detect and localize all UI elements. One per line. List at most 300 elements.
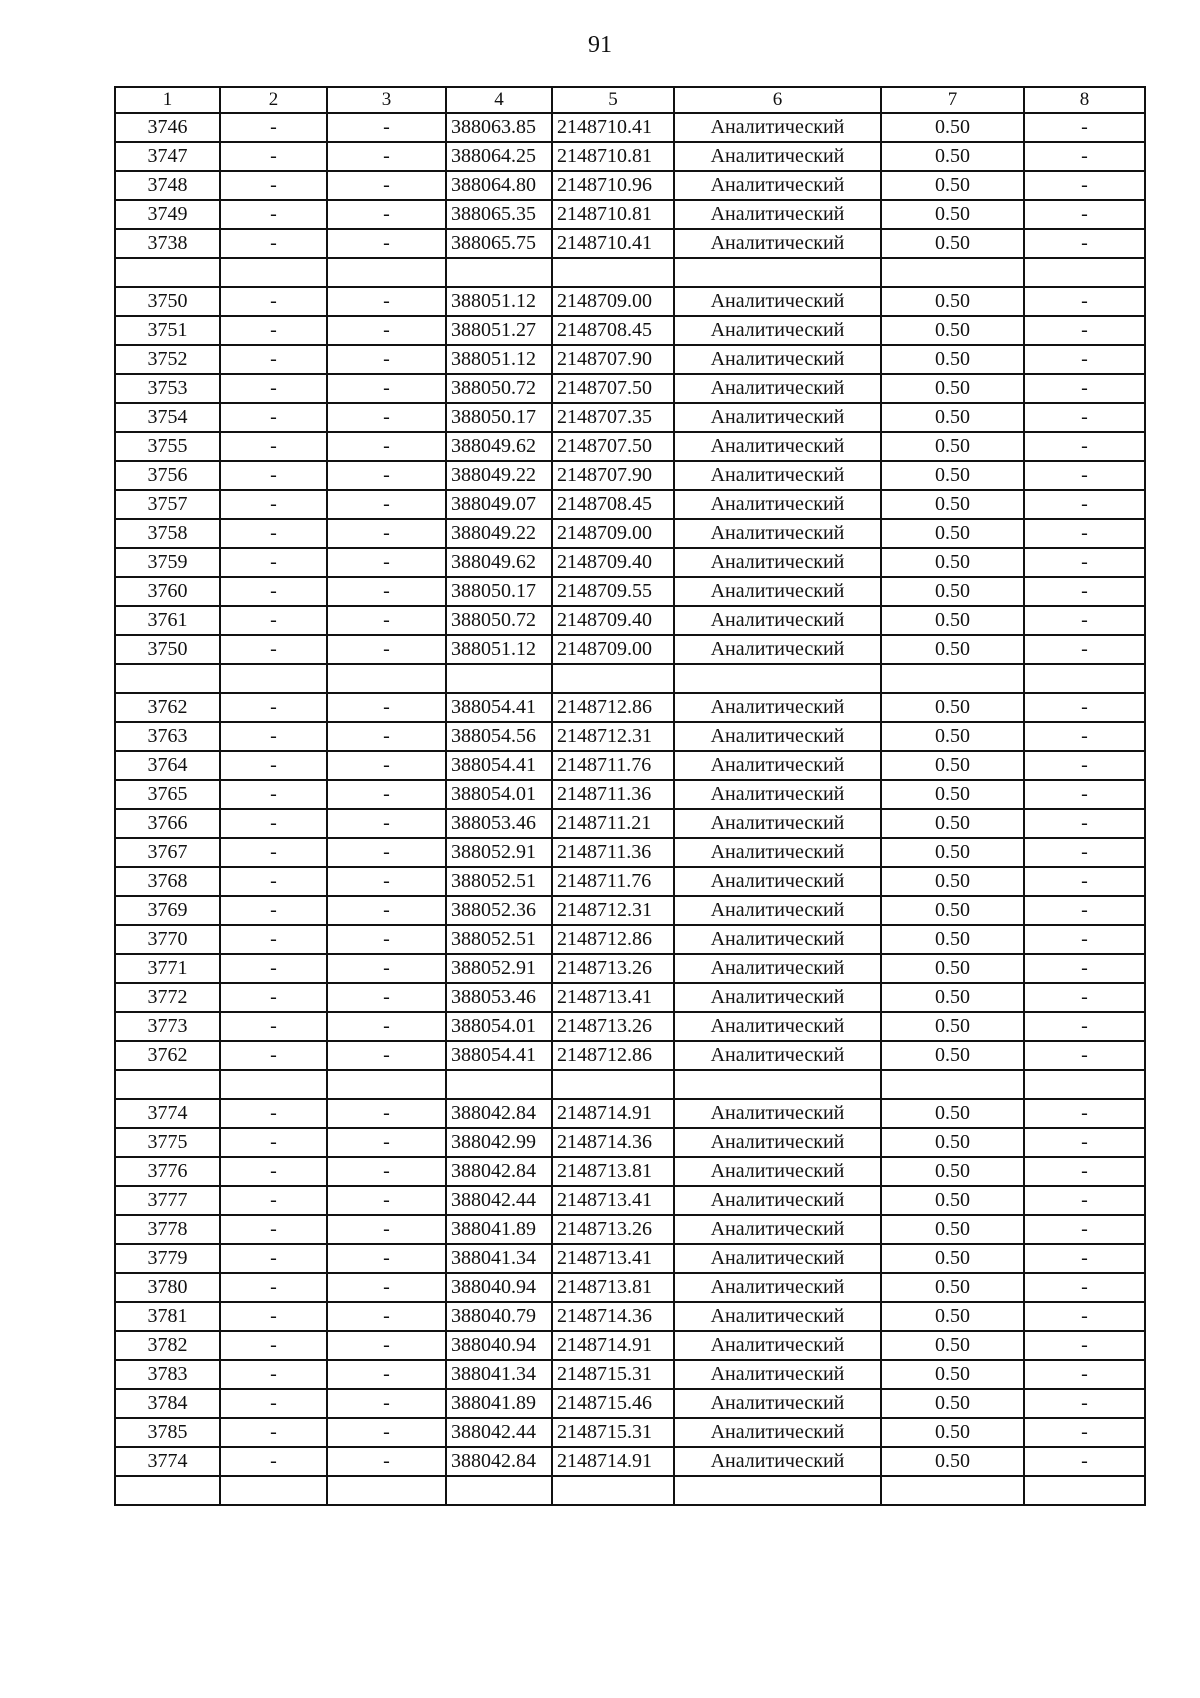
x-coordinate-cell: 388051.27	[446, 316, 552, 345]
y-coordinate-cell: 2148707.35	[552, 403, 674, 432]
col2-cell: -	[220, 809, 327, 838]
accuracy-cell: 0.50	[881, 461, 1024, 490]
table-row	[115, 258, 1145, 287]
accuracy-cell: 0.50	[881, 1215, 1024, 1244]
col8-cell: -	[1024, 287, 1145, 316]
x-coordinate-cell: 388042.99	[446, 1128, 552, 1157]
col2-cell: -	[220, 316, 327, 345]
method-cell: Аналитический	[674, 838, 881, 867]
accuracy-cell: 0.50	[881, 1302, 1024, 1331]
method-cell: Аналитический	[674, 780, 881, 809]
y-coordinate-cell: 2148712.31	[552, 896, 674, 925]
col8-cell: -	[1024, 751, 1145, 780]
col3-cell: -	[327, 838, 446, 867]
col8-cell: -	[1024, 519, 1145, 548]
x-coordinate-cell: 388052.91	[446, 954, 552, 983]
x-coordinate-cell: 388040.94	[446, 1331, 552, 1360]
col2-cell: -	[220, 142, 327, 171]
accuracy-cell: 0.50	[881, 925, 1024, 954]
y-coordinate-cell: 2148712.31	[552, 722, 674, 751]
point-number-cell: 3767	[115, 838, 220, 867]
col2-cell: -	[220, 751, 327, 780]
col3-cell: -	[327, 635, 446, 664]
table-row	[115, 287, 1145, 316]
y-coordinate-cell: 2148713.26	[552, 954, 674, 983]
table-row	[115, 983, 1145, 1012]
point-number-cell: 3781	[115, 1302, 220, 1331]
col2-cell: -	[220, 867, 327, 896]
method-cell: Аналитический	[674, 983, 881, 1012]
accuracy-cell	[881, 664, 1024, 693]
method-cell: Аналитический	[674, 548, 881, 577]
col3-cell: -	[327, 1331, 446, 1360]
x-coordinate-cell: 388051.12	[446, 287, 552, 316]
method-cell: Аналитический	[674, 1331, 881, 1360]
point-number-cell: 3748	[115, 171, 220, 200]
point-number-cell: 3762	[115, 1041, 220, 1070]
y-coordinate-cell: 2148714.91	[552, 1331, 674, 1360]
col8-cell: -	[1024, 1447, 1145, 1476]
y-coordinate-cell: 2148709.55	[552, 577, 674, 606]
col3-cell: -	[327, 548, 446, 577]
y-coordinate-cell: 2148714.91	[552, 1099, 674, 1128]
table-row	[115, 1099, 1145, 1128]
method-cell: Аналитический	[674, 287, 881, 316]
point-number-cell: 3772	[115, 983, 220, 1012]
x-coordinate-cell: 388065.75	[446, 229, 552, 258]
accuracy-cell: 0.50	[881, 171, 1024, 200]
col2-cell: -	[220, 432, 327, 461]
col3-cell: -	[327, 229, 446, 258]
y-coordinate-cell: 2148713.41	[552, 983, 674, 1012]
point-number-cell: 3766	[115, 809, 220, 838]
accuracy-cell: 0.50	[881, 229, 1024, 258]
accuracy-cell: 0.50	[881, 432, 1024, 461]
point-number-cell: 3738	[115, 229, 220, 258]
y-coordinate-cell: 2148714.91	[552, 1447, 674, 1476]
table-row	[115, 577, 1145, 606]
x-coordinate-cell: 388049.22	[446, 519, 552, 548]
point-number-cell: 3753	[115, 374, 220, 403]
table-row	[115, 693, 1145, 722]
col2-cell: -	[220, 983, 327, 1012]
point-number-cell: 3770	[115, 925, 220, 954]
y-coordinate-cell: 2148710.81	[552, 200, 674, 229]
method-cell: Аналитический	[674, 519, 881, 548]
col8-cell: -	[1024, 1360, 1145, 1389]
x-coordinate-cell: 388049.62	[446, 432, 552, 461]
table-row	[115, 1128, 1145, 1157]
x-coordinate-cell: 388042.84	[446, 1157, 552, 1186]
y-coordinate-cell: 2148709.00	[552, 287, 674, 316]
col3-cell: -	[327, 954, 446, 983]
method-cell: Аналитический	[674, 1273, 881, 1302]
col3-cell	[327, 258, 446, 287]
col3-cell: -	[327, 171, 446, 200]
x-coordinate-cell: 388051.12	[446, 635, 552, 664]
column-header: 8	[1024, 87, 1145, 113]
method-cell: Аналитический	[674, 316, 881, 345]
table-row	[115, 1389, 1145, 1418]
table-row	[115, 867, 1145, 896]
point-number-cell: 3773	[115, 1012, 220, 1041]
y-coordinate-cell: 2148712.86	[552, 1041, 674, 1070]
table-row	[115, 316, 1145, 345]
col8-cell: -	[1024, 1418, 1145, 1447]
accuracy-cell: 0.50	[881, 635, 1024, 664]
col2-cell: -	[220, 519, 327, 548]
col2-cell: -	[220, 1447, 327, 1476]
table-row	[115, 548, 1145, 577]
table-row	[115, 606, 1145, 635]
col8-cell	[1024, 1476, 1145, 1505]
col3-cell: -	[327, 403, 446, 432]
col3-cell: -	[327, 1389, 446, 1418]
col2-cell: -	[220, 461, 327, 490]
table-row	[115, 809, 1145, 838]
col2-cell: -	[220, 1041, 327, 1070]
x-coordinate-cell: 388042.44	[446, 1186, 552, 1215]
col3-cell: -	[327, 1302, 446, 1331]
col3-cell: -	[327, 1186, 446, 1215]
method-cell: Аналитический	[674, 374, 881, 403]
method-cell: Аналитический	[674, 403, 881, 432]
col3-cell: -	[327, 1041, 446, 1070]
table-row	[115, 1157, 1145, 1186]
col2-cell: -	[220, 200, 327, 229]
col2-cell: -	[220, 896, 327, 925]
point-number-cell: 3760	[115, 577, 220, 606]
col2-cell: -	[220, 1186, 327, 1215]
col2-cell: -	[220, 780, 327, 809]
col2-cell: -	[220, 1418, 327, 1447]
col8-cell: -	[1024, 142, 1145, 171]
point-number-cell: 3768	[115, 867, 220, 896]
y-coordinate-cell: 2148713.41	[552, 1186, 674, 1215]
col8-cell: -	[1024, 432, 1145, 461]
x-coordinate-cell	[446, 1070, 552, 1099]
table-row	[115, 229, 1145, 258]
method-cell: Аналитический	[674, 1012, 881, 1041]
col2-cell: -	[220, 577, 327, 606]
col8-cell: -	[1024, 1099, 1145, 1128]
table-row	[115, 1331, 1145, 1360]
table-row	[115, 1360, 1145, 1389]
col2-cell: -	[220, 925, 327, 954]
col2-cell: -	[220, 693, 327, 722]
accuracy-cell: 0.50	[881, 1157, 1024, 1186]
col8-cell: -	[1024, 171, 1145, 200]
accuracy-cell	[881, 1476, 1024, 1505]
col2-cell: -	[220, 1273, 327, 1302]
y-coordinate-cell: 2148711.76	[552, 751, 674, 780]
col3-cell: -	[327, 490, 446, 519]
y-coordinate-cell: 2148708.45	[552, 490, 674, 519]
x-coordinate-cell: 388050.17	[446, 577, 552, 606]
y-coordinate-cell: 2148712.86	[552, 925, 674, 954]
col8-cell: -	[1024, 1041, 1145, 1070]
col3-cell: -	[327, 519, 446, 548]
col3-cell: -	[327, 1099, 446, 1128]
x-coordinate-cell: 388051.12	[446, 345, 552, 374]
table-row	[115, 1244, 1145, 1273]
point-number-cell: 3757	[115, 490, 220, 519]
col8-cell: -	[1024, 1244, 1145, 1273]
col8-cell: -	[1024, 838, 1145, 867]
y-coordinate-cell: 2148713.41	[552, 1244, 674, 1273]
x-coordinate-cell: 388052.91	[446, 838, 552, 867]
col3-cell: -	[327, 896, 446, 925]
method-cell: Аналитический	[674, 1215, 881, 1244]
col8-cell: -	[1024, 693, 1145, 722]
col3-cell: -	[327, 1215, 446, 1244]
method-cell: Аналитический	[674, 577, 881, 606]
method-cell	[674, 1476, 881, 1505]
y-coordinate-cell: 2148711.21	[552, 809, 674, 838]
y-coordinate-cell	[552, 258, 674, 287]
x-coordinate-cell: 388052.51	[446, 867, 552, 896]
col8-cell	[1024, 258, 1145, 287]
method-cell: Аналитический	[674, 1244, 881, 1273]
accuracy-cell: 0.50	[881, 983, 1024, 1012]
x-coordinate-cell: 388050.72	[446, 606, 552, 635]
table-row	[115, 954, 1145, 983]
x-coordinate-cell: 388053.46	[446, 983, 552, 1012]
accuracy-cell: 0.50	[881, 490, 1024, 519]
col8-cell: -	[1024, 635, 1145, 664]
table-row	[115, 780, 1145, 809]
y-coordinate-cell: 2148714.36	[552, 1128, 674, 1157]
method-cell: Аналитический	[674, 1389, 881, 1418]
y-coordinate-cell: 2148707.50	[552, 432, 674, 461]
col8-cell: -	[1024, 1128, 1145, 1157]
method-cell: Аналитический	[674, 490, 881, 519]
point-number-cell: 3780	[115, 1273, 220, 1302]
accuracy-cell: 0.50	[881, 1447, 1024, 1476]
point-number-cell: 3751	[115, 316, 220, 345]
method-cell: Аналитический	[674, 142, 881, 171]
col2-cell	[220, 1070, 327, 1099]
col2-cell: -	[220, 1012, 327, 1041]
x-coordinate-cell: 388065.35	[446, 200, 552, 229]
col2-cell	[220, 258, 327, 287]
table-row	[115, 519, 1145, 548]
y-coordinate-cell: 2148711.76	[552, 867, 674, 896]
table-row	[115, 751, 1145, 780]
y-coordinate-cell: 2148710.41	[552, 113, 674, 142]
table-row	[115, 1418, 1145, 1447]
x-coordinate-cell: 388054.41	[446, 1041, 552, 1070]
col3-cell: -	[327, 1273, 446, 1302]
method-cell: Аналитический	[674, 345, 881, 374]
y-coordinate-cell: 2148715.46	[552, 1389, 674, 1418]
accuracy-cell: 0.50	[881, 896, 1024, 925]
x-coordinate-cell	[446, 1476, 552, 1505]
x-coordinate-cell: 388063.85	[446, 113, 552, 142]
table-row	[115, 635, 1145, 664]
col8-cell: -	[1024, 1302, 1145, 1331]
point-number-cell: 3776	[115, 1157, 220, 1186]
method-cell: Аналитический	[674, 693, 881, 722]
col2-cell: -	[220, 490, 327, 519]
col2-cell: -	[220, 171, 327, 200]
point-number-cell: 3769	[115, 896, 220, 925]
col3-cell: -	[327, 200, 446, 229]
accuracy-cell: 0.50	[881, 1389, 1024, 1418]
x-coordinate-cell: 388052.36	[446, 896, 552, 925]
col3-cell: -	[327, 1128, 446, 1157]
y-coordinate-cell: 2148709.40	[552, 548, 674, 577]
y-coordinate-cell: 2148715.31	[552, 1360, 674, 1389]
col2-cell: -	[220, 838, 327, 867]
accuracy-cell: 0.50	[881, 548, 1024, 577]
col2-cell: -	[220, 1215, 327, 1244]
col2-cell	[220, 664, 327, 693]
x-coordinate-cell: 388049.22	[446, 461, 552, 490]
col3-cell: -	[327, 1418, 446, 1447]
x-coordinate-cell: 388053.46	[446, 809, 552, 838]
accuracy-cell: 0.50	[881, 577, 1024, 606]
accuracy-cell: 0.50	[881, 954, 1024, 983]
point-number-cell: 3762	[115, 693, 220, 722]
col8-cell: -	[1024, 1273, 1145, 1302]
col3-cell: -	[327, 1157, 446, 1186]
accuracy-cell: 0.50	[881, 519, 1024, 548]
table-row	[115, 345, 1145, 374]
y-coordinate-cell: 2148707.50	[552, 374, 674, 403]
coordinates-table	[114, 86, 1146, 1506]
table-row	[115, 1447, 1145, 1476]
point-number-cell: 3756	[115, 461, 220, 490]
x-coordinate-cell: 388040.94	[446, 1273, 552, 1302]
point-number-cell: 3749	[115, 200, 220, 229]
col3-cell: -	[327, 809, 446, 838]
y-coordinate-cell: 2148708.45	[552, 316, 674, 345]
accuracy-cell: 0.50	[881, 1360, 1024, 1389]
point-number-cell: 3783	[115, 1360, 220, 1389]
point-number-cell: 3765	[115, 780, 220, 809]
y-coordinate-cell: 2148713.26	[552, 1215, 674, 1244]
method-cell: Аналитический	[674, 113, 881, 142]
table-row	[115, 461, 1145, 490]
x-coordinate-cell: 388064.80	[446, 171, 552, 200]
column-header: 5	[552, 87, 674, 113]
x-coordinate-cell: 388049.07	[446, 490, 552, 519]
table-row	[115, 896, 1145, 925]
table-row	[115, 171, 1145, 200]
point-number-cell	[115, 258, 220, 287]
point-number-cell: 3778	[115, 1215, 220, 1244]
method-cell: Аналитический	[674, 954, 881, 983]
col8-cell: -	[1024, 780, 1145, 809]
method-cell	[674, 664, 881, 693]
col3-cell: -	[327, 1360, 446, 1389]
y-coordinate-cell: 2148707.90	[552, 461, 674, 490]
y-coordinate-cell	[552, 1070, 674, 1099]
col8-cell: -	[1024, 461, 1145, 490]
point-number-cell	[115, 1476, 220, 1505]
col2-cell: -	[220, 548, 327, 577]
y-coordinate-cell: 2148711.36	[552, 838, 674, 867]
col8-cell: -	[1024, 548, 1145, 577]
x-coordinate-cell: 388049.62	[446, 548, 552, 577]
y-coordinate-cell: 2148713.81	[552, 1157, 674, 1186]
table-row	[115, 432, 1145, 461]
x-coordinate-cell: 388054.56	[446, 722, 552, 751]
y-coordinate-cell: 2148714.36	[552, 1302, 674, 1331]
y-coordinate-cell: 2148713.26	[552, 1012, 674, 1041]
point-number-cell: 3758	[115, 519, 220, 548]
col2-cell: -	[220, 1331, 327, 1360]
accuracy-cell: 0.50	[881, 1099, 1024, 1128]
method-cell: Аналитический	[674, 171, 881, 200]
accuracy-cell: 0.50	[881, 1041, 1024, 1070]
point-number-cell: 3782	[115, 1331, 220, 1360]
accuracy-cell: 0.50	[881, 1012, 1024, 1041]
col3-cell: -	[327, 345, 446, 374]
table-row	[115, 664, 1145, 693]
y-coordinate-cell: 2148710.41	[552, 229, 674, 258]
table-row	[115, 925, 1145, 954]
column-header: 1	[115, 87, 220, 113]
y-coordinate-cell: 2148710.96	[552, 171, 674, 200]
col8-cell: -	[1024, 983, 1145, 1012]
col8-cell: -	[1024, 403, 1145, 432]
point-number-cell: 3759	[115, 548, 220, 577]
col8-cell: -	[1024, 1012, 1145, 1041]
col3-cell: -	[327, 1447, 446, 1476]
accuracy-cell: 0.50	[881, 751, 1024, 780]
table-header-row	[115, 87, 1145, 113]
table-body	[115, 113, 1145, 1505]
y-coordinate-cell: 2148712.86	[552, 693, 674, 722]
method-cell: Аналитический	[674, 809, 881, 838]
accuracy-cell: 0.50	[881, 142, 1024, 171]
col2-cell: -	[220, 635, 327, 664]
x-coordinate-cell: 388042.84	[446, 1447, 552, 1476]
col2-cell: -	[220, 403, 327, 432]
col8-cell: -	[1024, 1389, 1145, 1418]
accuracy-cell: 0.50	[881, 1331, 1024, 1360]
accuracy-cell: 0.50	[881, 867, 1024, 896]
method-cell: Аналитический	[674, 635, 881, 664]
col8-cell: -	[1024, 1186, 1145, 1215]
accuracy-cell	[881, 1070, 1024, 1099]
accuracy-cell: 0.50	[881, 693, 1024, 722]
method-cell	[674, 258, 881, 287]
point-number-cell	[115, 1070, 220, 1099]
table-row	[115, 1302, 1145, 1331]
y-coordinate-cell: 2148709.40	[552, 606, 674, 635]
table-row	[115, 200, 1145, 229]
page-number: 91	[588, 32, 612, 58]
accuracy-cell: 0.50	[881, 403, 1024, 432]
method-cell: Аналитический	[674, 896, 881, 925]
table-row	[115, 1186, 1145, 1215]
col8-cell	[1024, 664, 1145, 693]
method-cell: Аналитический	[674, 867, 881, 896]
col3-cell: -	[327, 432, 446, 461]
col2-cell: -	[220, 1157, 327, 1186]
accuracy-cell: 0.50	[881, 345, 1024, 374]
col8-cell: -	[1024, 954, 1145, 983]
accuracy-cell: 0.50	[881, 1244, 1024, 1273]
point-number-cell: 3774	[115, 1447, 220, 1476]
col8-cell: -	[1024, 1331, 1145, 1360]
accuracy-cell: 0.50	[881, 374, 1024, 403]
col8-cell: -	[1024, 200, 1145, 229]
column-header: 3	[327, 87, 446, 113]
